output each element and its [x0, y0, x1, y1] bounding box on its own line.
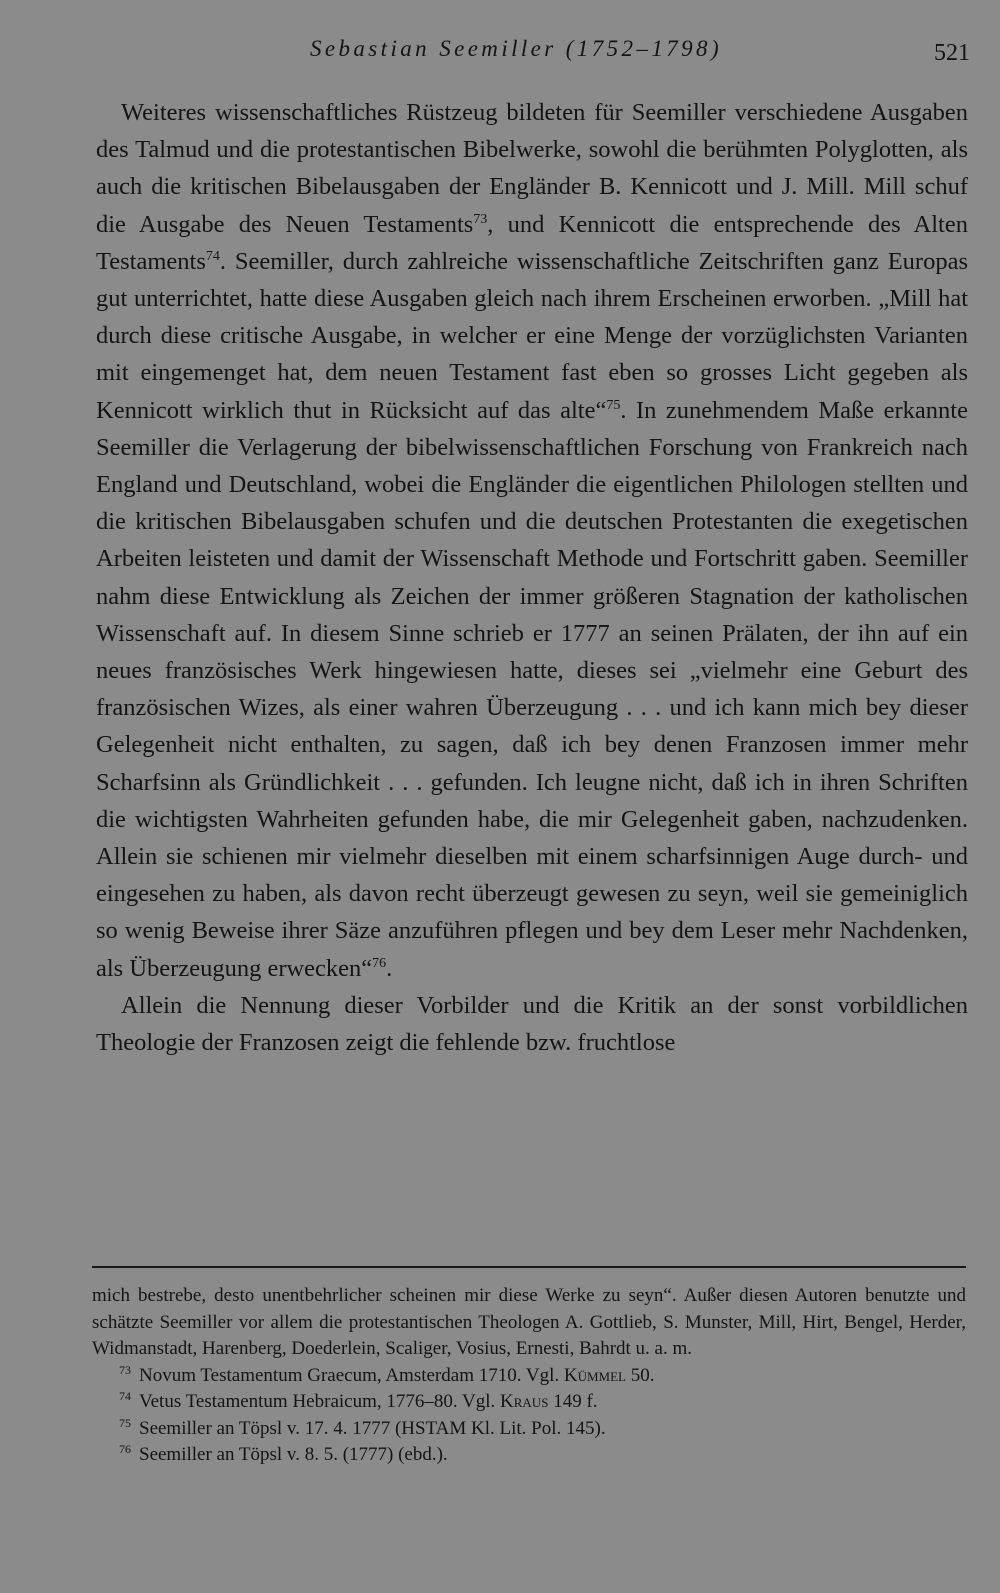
page-number: 521 [934, 40, 970, 66]
footnote-75 [92, 1416, 966, 1443]
paragraph-text: Weiteres wissenschaftliches Rüstzeug bildeten für Seemiller verschiedene Ausgaben des Talmud und die protestantischen Bibelwerke, sowohl die berühmten Polyglotten, als auch die kritischen Bibelausgaben der Engländer B. Kennicott und J. Mill. Mill schuf die Ausgabe des Neuen Testaments [96, 99, 968, 238]
footnote-73 [92, 1363, 966, 1390]
footnote-ref-75[interactable]: 75 [606, 397, 621, 413]
footnote-ref-73[interactable]: 73 [473, 211, 488, 227]
paragraph-text: . [386, 954, 393, 982]
footnote-text: Seemiller an Töpsl v. 17. 4. 1777 (HSTAM Kl. Lit. Pol. 145). [139, 1417, 606, 1439]
paragraph-text: . In zunehmendem Maße erkannte Seemiller die Verlagerung der bibelwissenschaftlichen Forschung von Frankreich nach England und Deutschland, wobei die Engländer die eigentlichen Philologen stellten und die kritischen Bibelausgaben schufen und die deutschen Protestanten die exegetischen Arbeiten leisteten und damit der Wissenschaft Methode und Fortschritt gaben. Seemiller nahm diese Entwicklung als Zeichen der immer größeren Stagnation der katholischen Wissenschaft auf. In diesem Sinne schrieb er 1777 an seinen Prälaten, der ihn auf ein neues französisches Werk hingewiesen hatte, dieses sei „vielmehr eine Geburt des französischen Wizes, als einer wahren Überzeugung . . . und ich kann mich bey dieser Gelegenheit nicht enthalten, zu sagen, daß ich bey denen Franzosen immer mehr Scharfsinn als Gründlichkeit . . . gefunden. Ich leugne nicht, daß ich in ihren Schriften die wichtigsten Wahrheiten gefunden habe, die mir Gelegenheit gaben, nachzudenken. Allein sie schienen mir vielmehr dieselben mit einem scharfsinnigen Auge durch- und eingesehen zu haben, als davon recht überzeugt gewesen zu seyn, weil sie gemeiniglich so wenig Beweise ihrer Säze anzuführen pflegen und bey dem Leser mehr Nachdenken, als Überzeugung erwecken“ [96, 396, 968, 982]
footnote-continuation: mich bestrebe, desto unentbehrlicher scheinen mir diese Werke zu seyn“. Außer diesen Autoren benutzte und schätzte Seemiller vor allem die protestantischen Theologen A. Gottlieb, S. Munster, Mill, Hirt, Bengel, Herder, Widmanstadt, Harenberg, Doederlein, Scaliger, Vosius, Ernesti, Bahrdt u. a. m. [92, 1285, 966, 1359]
footnote-74 [92, 1389, 966, 1416]
footnote-text: 50. [625, 1364, 655, 1386]
footnotes [92, 1283, 966, 1469]
running-title: Sebastian Seemiller (1752–1798) [310, 36, 723, 61]
footnote-76 [92, 1442, 966, 1469]
footnote-divider [92, 1266, 966, 1268]
running-head [0, 36, 1000, 70]
footnote-ref-76[interactable]: 76 [372, 955, 387, 971]
footnote-ref-74[interactable]: 74 [205, 248, 220, 264]
footnote-text: Seemiller an Töpsl v. 8. 5. (1777) (ebd.). [139, 1444, 448, 1465]
footnote-marker: 74 [119, 1389, 131, 1403]
footnote-marker: 76 [119, 1442, 131, 1456]
footnote-marker: 75 [119, 1415, 131, 1430]
paragraph-2: Allein die Nennung dieser Vorbilder und die Kritik an der sonst vorbildlichen Theologie der Franzosen zeigt die fehlende bzw. fruchtlose [96, 991, 968, 1057]
paragraph-text: . Seemiller, durch zahlreiche wissenschaftliche Zeitschriften ganz Europas gut unterrichtet, hatte diese Ausgaben gleich nach ihrem Erscheinen erworben. „Mill hat durch diese critische Ausgabe, in welcher er eine Menge der vorzüglichsten Varianten mit eingemenget hat, dem neuen Testament fast eben so grosses Licht gegeben als Kennicott wirklich thut in Rücksicht auf das alte“ [96, 247, 968, 424]
footnote-marker: 73 [119, 1362, 131, 1377]
paragraph-1 [96, 94, 968, 987]
footnote-text: 149 f. [548, 1391, 598, 1412]
paragraph-text: , und Kennicott die entsprechende des Alten Testaments [96, 210, 968, 275]
footnote-text: Novum Testamentum Graecum, Amsterdam 1710. Vgl. [139, 1364, 564, 1386]
footnote-text: Vetus Testamentum Hebraicum, 1776–80. Vgl. [139, 1391, 501, 1412]
footnote-author: Kraus [500, 1391, 549, 1412]
footnote-author: Kümmel [563, 1364, 626, 1386]
body-text [96, 94, 968, 1061]
